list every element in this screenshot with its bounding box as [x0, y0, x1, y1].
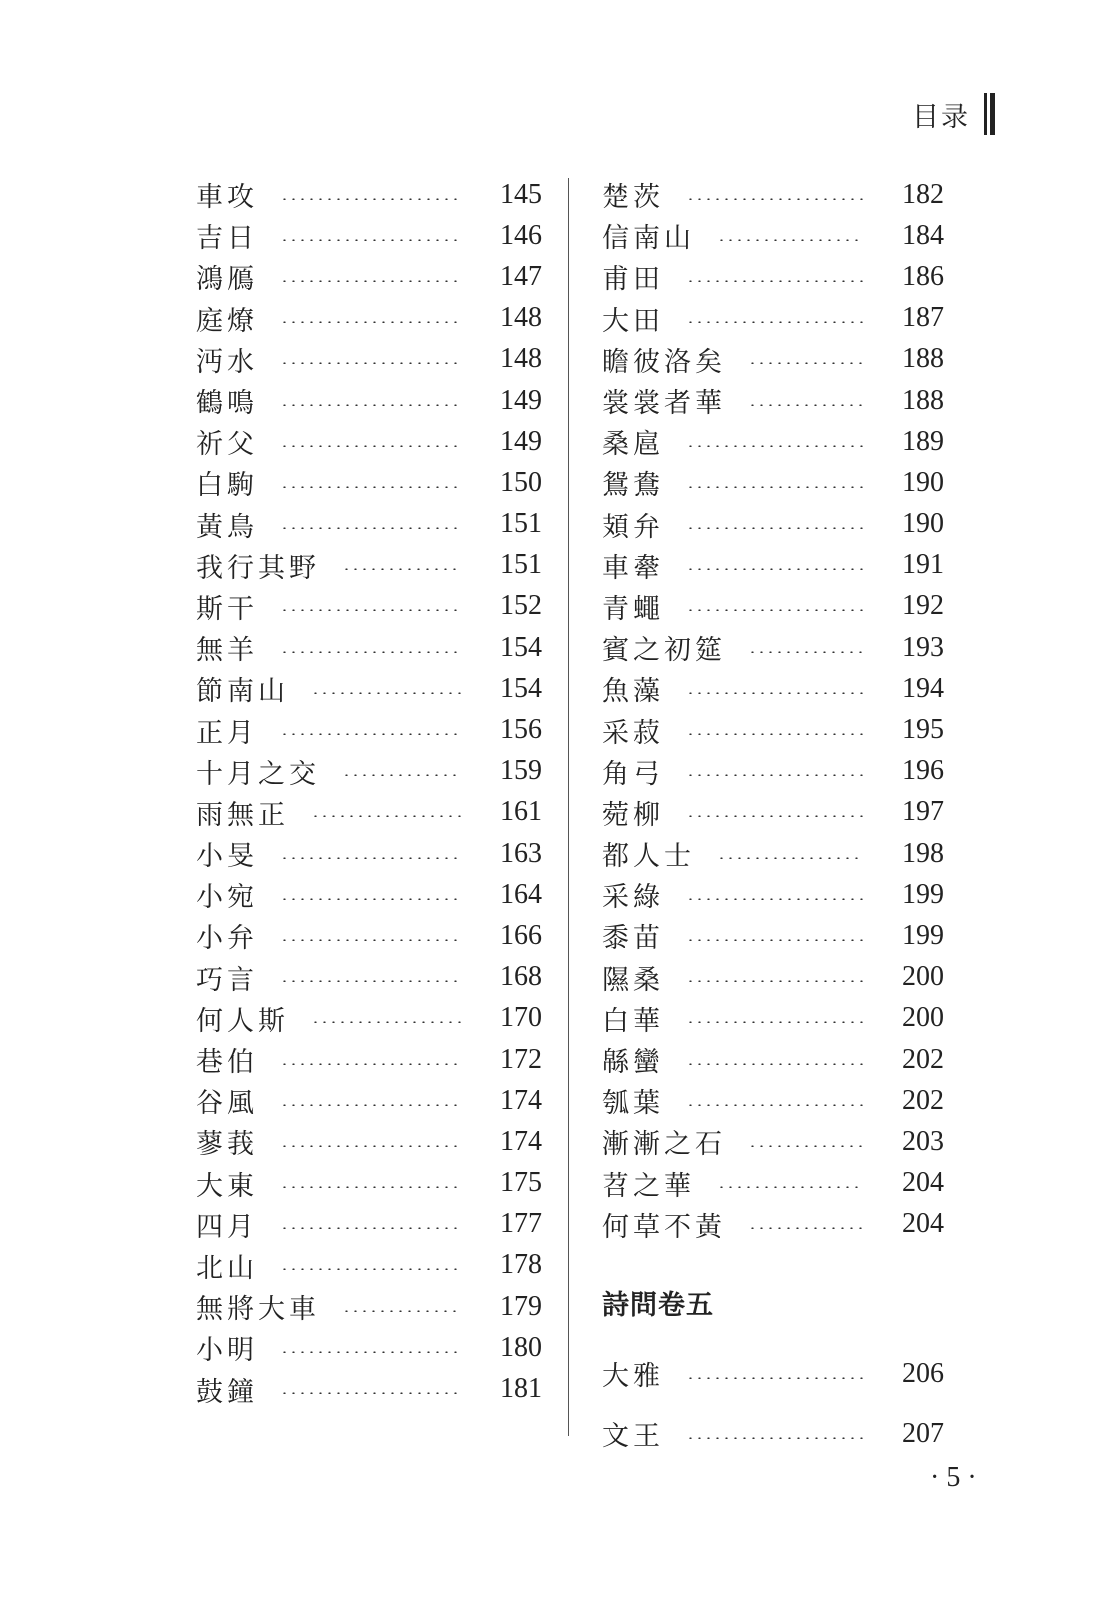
toc-entry-page: 145 [500, 178, 542, 210]
toc-entry-page: 193 [902, 631, 944, 663]
toc-entry-title: 庭燎 [196, 305, 258, 337]
toc-entry-title: 白駒 [196, 470, 258, 502]
dot-leader [748, 362, 864, 364]
toc-entry-title: 祈父 [196, 429, 258, 461]
dot-leader [280, 445, 462, 447]
toc-left-column [196, 174, 542, 1410]
header-title: 目录 [912, 101, 970, 133]
dot-leader [717, 857, 864, 859]
dot-leader [686, 280, 864, 282]
toc-entry-page: 151 [500, 549, 542, 581]
dot-leader [686, 980, 864, 982]
toc-entry[interactable] [196, 545, 542, 586]
dot-leader [280, 939, 462, 941]
toc-entry-title: 魚藻 [602, 676, 664, 708]
toc-entry-title: 沔水 [196, 346, 258, 378]
toc-entry-title: 大雅 [602, 1361, 664, 1393]
toc-entry[interactable] [196, 504, 542, 545]
toc-entry-page: 200 [902, 961, 944, 993]
toc-entry-title: 瓠葉 [602, 1088, 664, 1120]
toc-entry-title: 正月 [196, 717, 258, 749]
running-header [912, 92, 995, 136]
toc-entry-page: 146 [500, 219, 542, 251]
toc-entry-title: 鴛鴦 [602, 470, 664, 502]
dot-leader [280, 1351, 462, 1353]
toc-entry-page: 175 [500, 1167, 542, 1199]
toc-entry[interactable] [602, 545, 944, 586]
dot-leader [748, 651, 864, 653]
toc-entry-page: 188 [902, 343, 944, 375]
toc-entry-title: 蓼莪 [196, 1129, 258, 1161]
toc-entry-page: 161 [500, 796, 542, 828]
toc-entry-page: 166 [500, 919, 542, 951]
toc-entry[interactable] [602, 833, 944, 874]
toc-entry-title: 雨無正 [196, 799, 289, 831]
toc-entry[interactable] [196, 256, 542, 297]
toc-entry[interactable] [602, 174, 944, 215]
toc-entry[interactable] [196, 421, 542, 462]
dot-leader [686, 692, 864, 694]
toc-entry-title: 裳裳者華 [602, 388, 726, 420]
toc-entry[interactable] [196, 586, 542, 627]
toc-entry-page: 188 [902, 384, 944, 416]
toc-entry[interactable] [196, 215, 542, 256]
toc-entry-page: 163 [500, 837, 542, 869]
toc-entry-title: 采菽 [602, 717, 664, 749]
toc-entry-title: 苕之華 [602, 1170, 695, 1202]
toc-entry-title: 頍弁 [602, 511, 664, 543]
toc-entry[interactable] [196, 1121, 542, 1162]
dot-leader [686, 198, 864, 200]
toc-entry-title: 車舝 [602, 552, 664, 584]
toc-entry-title: 小弁 [196, 923, 258, 955]
toc-entry[interactable] [196, 874, 542, 915]
toc-entry-page: 199 [902, 878, 944, 910]
toc-entry[interactable] [602, 1344, 944, 1404]
dot-leader [280, 609, 462, 611]
toc-entry[interactable] [602, 380, 944, 421]
toc-entry-page: 159 [500, 755, 542, 787]
toc-entry-page: 170 [500, 1002, 542, 1034]
toc-entry-page: 150 [500, 466, 542, 498]
toc-entry-title: 無將大車 [196, 1294, 320, 1326]
toc-entry-page: 189 [902, 425, 944, 457]
toc-entry[interactable] [196, 1327, 542, 1368]
dot-leader [686, 486, 864, 488]
toc-entry[interactable] [602, 668, 944, 709]
toc-entry[interactable] [602, 256, 944, 297]
toc-entry[interactable] [602, 627, 944, 668]
toc-entry[interactable] [602, 1204, 944, 1245]
dot-leader [311, 1021, 462, 1023]
toc-entry-title: 大東 [196, 1170, 258, 1202]
toc-entry-title: 信南山 [602, 223, 695, 255]
toc-entry[interactable] [196, 915, 542, 956]
toc-entry-page: 202 [902, 1043, 944, 1075]
toc-entry-page: 174 [500, 1084, 542, 1116]
toc-entry-title: 北山 [196, 1252, 258, 1284]
dot-leader [686, 321, 864, 323]
toc-entry[interactable] [602, 1404, 944, 1464]
dot-leader [280, 198, 462, 200]
toc-entry-page: 186 [902, 260, 944, 292]
toc-entry[interactable] [196, 627, 542, 668]
toc-entry-page: 178 [500, 1249, 542, 1281]
dot-leader [280, 1227, 462, 1229]
toc-entry-title: 文王 [602, 1421, 664, 1453]
toc-entry-page: 182 [902, 178, 944, 210]
toc-entry[interactable] [196, 957, 542, 998]
toc-entry-page: 164 [500, 878, 542, 910]
dot-leader [280, 898, 462, 900]
toc-entry-page: 196 [902, 755, 944, 787]
toc-entry-page: 172 [500, 1043, 542, 1075]
toc-entry[interactable] [196, 998, 542, 1039]
toc-entry-title: 黍苗 [602, 923, 664, 955]
dot-leader [280, 651, 462, 653]
dot-leader [280, 1104, 462, 1106]
toc-entry[interactable] [602, 751, 944, 792]
toc-entry[interactable] [602, 1039, 944, 1080]
toc-entry-title: 四月 [196, 1211, 258, 1243]
toc-entry[interactable] [602, 874, 944, 915]
toc-entry-page: 190 [902, 508, 944, 540]
toc-entry-page: 152 [500, 590, 542, 622]
dot-leader [686, 774, 864, 776]
toc-entry[interactable] [602, 421, 944, 462]
toc-entry[interactable] [602, 462, 944, 503]
toc-entry-title: 大田 [602, 305, 664, 337]
toc-entry[interactable] [196, 1039, 542, 1080]
toc-entry-page: 203 [902, 1125, 944, 1157]
dot-leader [686, 898, 864, 900]
toc-entry-title: 車攻 [196, 182, 258, 214]
toc-entry-title: 菀柳 [602, 799, 664, 831]
toc-entry-page: 197 [902, 796, 944, 828]
toc-entry[interactable] [196, 709, 542, 750]
toc-entry[interactable] [196, 751, 542, 792]
dot-leader [717, 239, 864, 241]
toc-entry-page: 147 [500, 260, 542, 292]
dot-leader [280, 404, 462, 406]
toc-entry-page: 198 [902, 837, 944, 869]
toc-entry[interactable] [602, 339, 944, 380]
toc-entry-title: 我行其野 [196, 552, 320, 584]
dot-leader [280, 362, 462, 364]
toc-entry-title: 巷伯 [196, 1047, 258, 1079]
toc-entry-title: 谷風 [196, 1088, 258, 1120]
toc-entry-title: 鼓鐘 [196, 1376, 258, 1408]
dot-leader [280, 527, 462, 529]
toc-right-column [602, 174, 944, 1464]
dot-leader [342, 1310, 462, 1312]
toc-entry-title: 瞻彼洛矣 [602, 346, 726, 378]
toc-entry-title: 賓之初筵 [602, 635, 726, 667]
toc-entry-page: 180 [500, 1331, 542, 1363]
toc-entry-title: 黃鳥 [196, 511, 258, 543]
toc-entry-title: 斯干 [196, 593, 258, 625]
toc-entry-title: 節南山 [196, 676, 289, 708]
dot-leader [686, 445, 864, 447]
toc-entry[interactable] [196, 1204, 542, 1245]
toc-entry-page: 148 [500, 343, 542, 375]
dot-leader [280, 1186, 462, 1188]
toc-entry-page: 151 [500, 508, 542, 540]
dot-leader [311, 815, 462, 817]
toc-entry[interactable] [196, 668, 542, 709]
toc-entry-title: 青蠅 [602, 593, 664, 625]
section-entries [602, 1344, 944, 1464]
dot-leader [686, 1063, 864, 1065]
toc-entry-page: 200 [902, 1002, 944, 1034]
section-title: 詩問卷五 [602, 1289, 714, 1321]
toc-entry[interactable] [602, 792, 944, 833]
toc-entry-page: 154 [500, 631, 542, 663]
toc-entry[interactable] [196, 1245, 542, 1286]
dot-leader [280, 857, 462, 859]
toc-entry-page: 149 [500, 425, 542, 457]
dot-leader [686, 609, 864, 611]
dot-leader [280, 486, 462, 488]
toc-entry[interactable] [196, 1368, 542, 1409]
toc-entry[interactable] [196, 174, 542, 215]
dot-leader [280, 980, 462, 982]
toc-entry-page: 156 [500, 714, 542, 746]
dot-leader [280, 1392, 462, 1394]
toc-entry-page: 149 [500, 384, 542, 416]
dot-leader [686, 1437, 864, 1439]
toc-entry-page: 191 [902, 549, 944, 581]
dot-leader [280, 1145, 462, 1147]
dot-leader [748, 1145, 864, 1147]
toc-entry[interactable] [602, 957, 944, 998]
toc-entry-title: 緜蠻 [602, 1047, 664, 1079]
dot-leader [686, 1104, 864, 1106]
dot-leader [686, 568, 864, 570]
toc-entry-title: 小宛 [196, 882, 258, 914]
column-divider [568, 178, 569, 1436]
toc-entry-page: 174 [500, 1125, 542, 1157]
toc-entry-page: 181 [500, 1373, 542, 1405]
dot-leader [342, 568, 462, 570]
toc-entry-page: 207 [902, 1417, 944, 1449]
toc-entry[interactable] [602, 1163, 944, 1204]
page-number: · 5 · [930, 1462, 977, 1493]
toc-entry-title: 吉日 [196, 223, 258, 255]
toc-entry-page: 195 [902, 714, 944, 746]
toc-right-entries [602, 174, 944, 1245]
toc-entry[interactable] [196, 339, 542, 380]
toc-entry-page: 202 [902, 1084, 944, 1116]
toc-entry[interactable] [196, 1080, 542, 1121]
header-rule-mark [984, 93, 995, 135]
dot-leader [280, 280, 462, 282]
toc-entry-title: 鶴鳴 [196, 388, 258, 420]
toc-entry[interactable] [196, 298, 542, 339]
toc-entry[interactable] [602, 1080, 944, 1121]
dot-leader [717, 1186, 864, 1188]
toc-entry[interactable] [602, 998, 944, 1039]
toc-entry-page: 187 [902, 302, 944, 334]
toc-entry-title: 都人士 [602, 841, 695, 873]
toc-entry-page: 179 [500, 1290, 542, 1322]
toc-entry-page: 190 [902, 466, 944, 498]
toc-entry[interactable] [602, 1121, 944, 1162]
toc-entry-title: 巧言 [196, 964, 258, 996]
toc-entry[interactable] [196, 462, 542, 503]
toc-entry-title: 十月之交 [196, 758, 320, 790]
toc-entry-title: 漸漸之石 [602, 1129, 726, 1161]
toc-entry-page: 192 [902, 590, 944, 622]
toc-entry-page: 154 [500, 672, 542, 704]
toc-entry[interactable] [602, 298, 944, 339]
toc-entry-page: 168 [500, 961, 542, 993]
toc-entry-page: 206 [902, 1357, 944, 1389]
toc-entry-page: 177 [500, 1208, 542, 1240]
dot-leader [280, 239, 462, 241]
dot-leader [686, 939, 864, 941]
toc-entry-title: 甫田 [602, 264, 664, 296]
toc-entry[interactable] [602, 215, 944, 256]
toc-entry-page: 204 [902, 1167, 944, 1199]
dot-leader [280, 1063, 462, 1065]
dot-leader [280, 1268, 462, 1270]
toc-entry[interactable] [602, 709, 944, 750]
toc-entry-title: 小明 [196, 1335, 258, 1367]
dot-leader [686, 815, 864, 817]
toc-entry-page: 148 [500, 302, 542, 334]
dot-leader [748, 404, 864, 406]
dot-leader [686, 1021, 864, 1023]
toc-entry-title: 隰桑 [602, 964, 664, 996]
toc-entry-title: 鴻鴈 [196, 264, 258, 296]
toc-entry-title: 小旻 [196, 841, 258, 873]
dot-leader [280, 321, 462, 323]
toc-entry[interactable] [196, 1163, 542, 1204]
dot-leader [686, 527, 864, 529]
toc-entry-title: 何人斯 [196, 1005, 289, 1037]
toc-entry[interactable] [196, 380, 542, 421]
dot-leader [748, 1227, 864, 1229]
toc-entry[interactable] [196, 833, 542, 874]
toc-entry-title: 白華 [602, 1005, 664, 1037]
toc-entry-title: 何草不黃 [602, 1211, 726, 1243]
toc-entry[interactable] [196, 1286, 542, 1327]
toc-entry[interactable] [196, 792, 542, 833]
dot-leader [280, 733, 462, 735]
toc-entry-title: 采綠 [602, 882, 664, 914]
toc-entry[interactable] [602, 504, 944, 545]
dot-leader [686, 733, 864, 735]
toc-entry-title: 楚茨 [602, 182, 664, 214]
toc-entry[interactable] [602, 915, 944, 956]
dot-leader [311, 692, 462, 694]
toc-entry-page: 194 [902, 672, 944, 704]
dot-leader [686, 1377, 864, 1379]
toc-entry-page: 184 [902, 219, 944, 251]
toc-entry-page: 199 [902, 919, 944, 951]
dot-leader [342, 774, 462, 776]
toc-entry-title: 無羊 [196, 635, 258, 667]
toc-entry-page: 204 [902, 1208, 944, 1240]
toc-entry-title: 角弓 [602, 758, 664, 790]
toc-entry[interactable] [602, 586, 944, 627]
toc-entry-title: 桑扈 [602, 429, 664, 461]
